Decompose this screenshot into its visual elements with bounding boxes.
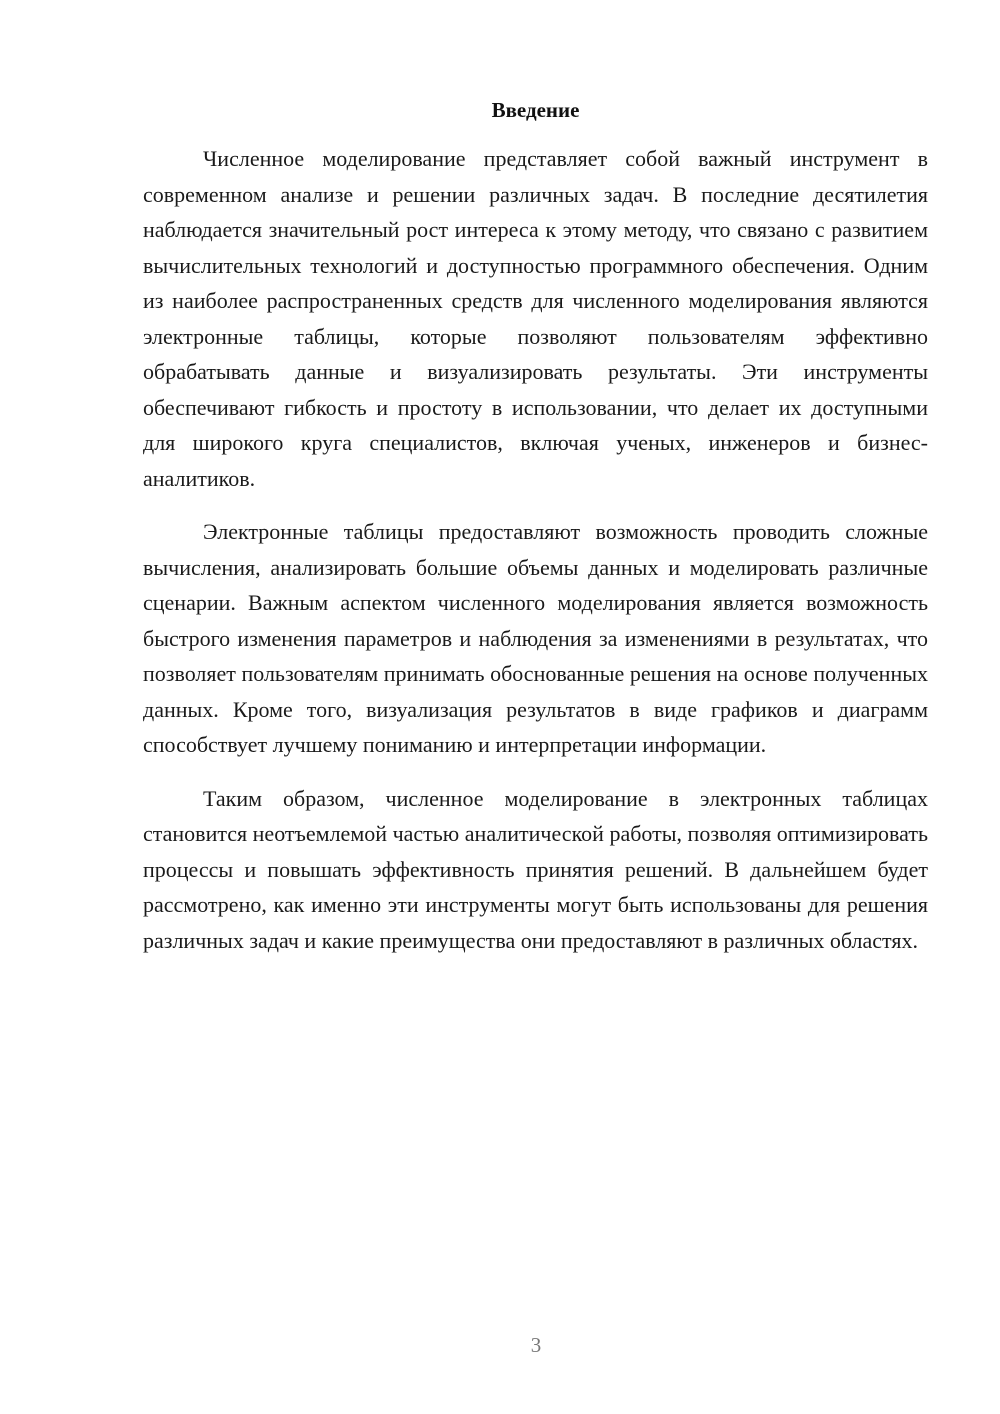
section-heading: Введение (491, 98, 580, 122)
paragraph-3: Таким образом, численное моделирование в электронных таблицах становится неотъемлемой частью аналитической работы, позволяя оптимизировать процессы и повышать эффективность принятия решений. В дальнейшем будет рассмотрено, как именно эти инструменты могут быть использованы для решения различных задач и какие преимущества они предоставляют в различных областях. (143, 785, 928, 953)
page-number: 3 (530, 1333, 542, 1357)
paragraph-2: Электронные таблицы предоставляют возможность проводить сложные вычисления, анализировать большие объемы данных и моделировать различные сценарии. Важным аспектом численного моделирования является возможность быстрого изменения параметров и наблюдения за изменениями в результатах, что позволяет пользователям принимать обоснованные решения на основе полученных данных. Кроме того, визуализация результатов в виде графиков и диаграмм способствует лучшему пониманию и интерпретации информации. (143, 519, 928, 757)
page-content (143, 95, 928, 976)
paragraph-1: Численное моделирование представляет собой важный инструмент в современном анализе и решении различных задач. В последние десятилетия наблюдается значительный рост интереса к этому методу, что связано с развитием вычислительных технологий и доступностью программного обеспечения. Одним из наиболее распространенных средств для численного моделирования являются электронные таблицы, которые позволяют пользователям эффективно обрабатывать данные и визуализировать результаты. Эти инструменты обеспечивают гибкость и простоту в использовании, что делает их доступными для широкого круга специалистов, включая ученых, инженеров и бизнес-аналитиков. (143, 146, 928, 491)
